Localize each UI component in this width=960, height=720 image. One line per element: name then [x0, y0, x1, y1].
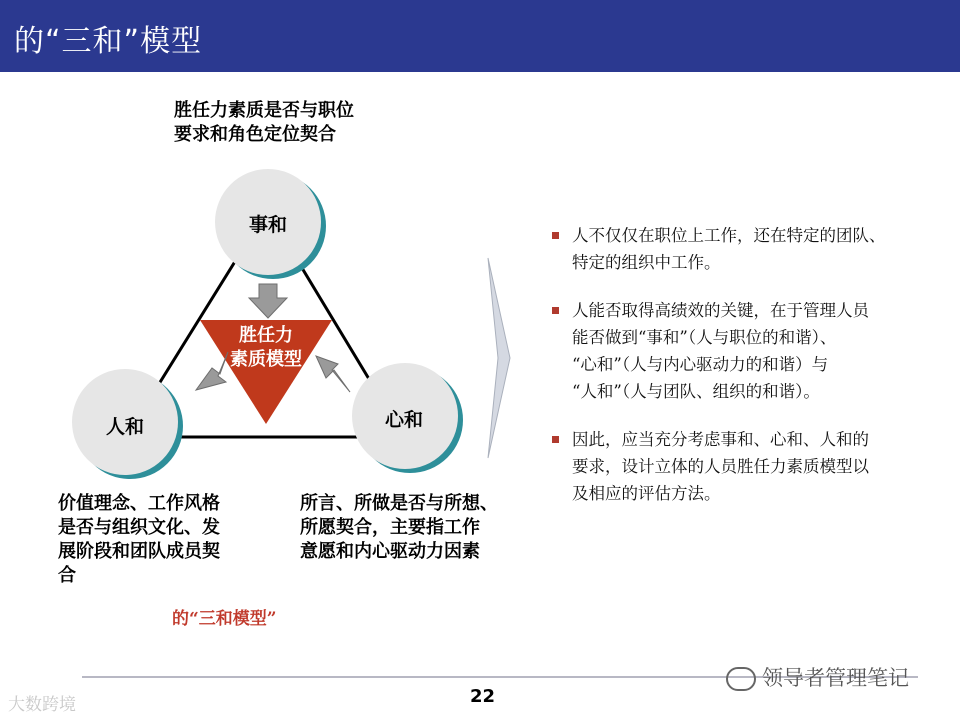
page-number: 22 [470, 686, 496, 707]
diagram-caption: 的“三和模型” [172, 609, 277, 629]
page-title: 的“三和”模型 [14, 24, 203, 59]
right-description: 所言、所做是否与所想、 所愿契合，主要指工作 意愿和内心驱动力因素 [300, 493, 498, 562]
arrow-from-right [316, 356, 350, 392]
bullet-icon [552, 436, 559, 443]
left-description: 价值理念、工作风格 是否与组织文化、发 展阶段和团队成员契 合 [58, 493, 220, 586]
node-label-xinhe: 心和 [384, 409, 423, 431]
center-label: 胜任力 素质模型 [230, 325, 302, 370]
node-label-shihe: 事和 [248, 214, 287, 236]
watermark-right: 领导者管理笔记 [726, 662, 909, 692]
bullet-icon [552, 307, 559, 314]
list-item: 人能否取得高绩效的关键，在于管理人员 能否做到“事和”（人与职位的和谐）、 “心和”（人与内心驱动力的和谐）与 “人和”（人与团队、组织的和谐）。 [552, 297, 932, 405]
chevron-right-icon [488, 258, 510, 458]
list-item: 人不仅仅在职位上工作，还在特定的团队、 特定的组织中工作。 [552, 222, 932, 276]
list-item: 因此，应当充分考虑事和、心和、人和的 要求，设计立体的人员胜任力素质模型以 及相应的评估方法。 [552, 426, 932, 507]
bullet-icon [552, 232, 559, 239]
wechat-icon [726, 667, 756, 691]
arrow-from-top [249, 284, 287, 318]
bullet-list [552, 222, 932, 528]
node-label-renhe: 人和 [105, 416, 144, 438]
top-description: 胜任力素质是否与职位 要求和角色定位契合 [174, 100, 354, 145]
watermark-left: 大数跨境 [8, 695, 76, 715]
